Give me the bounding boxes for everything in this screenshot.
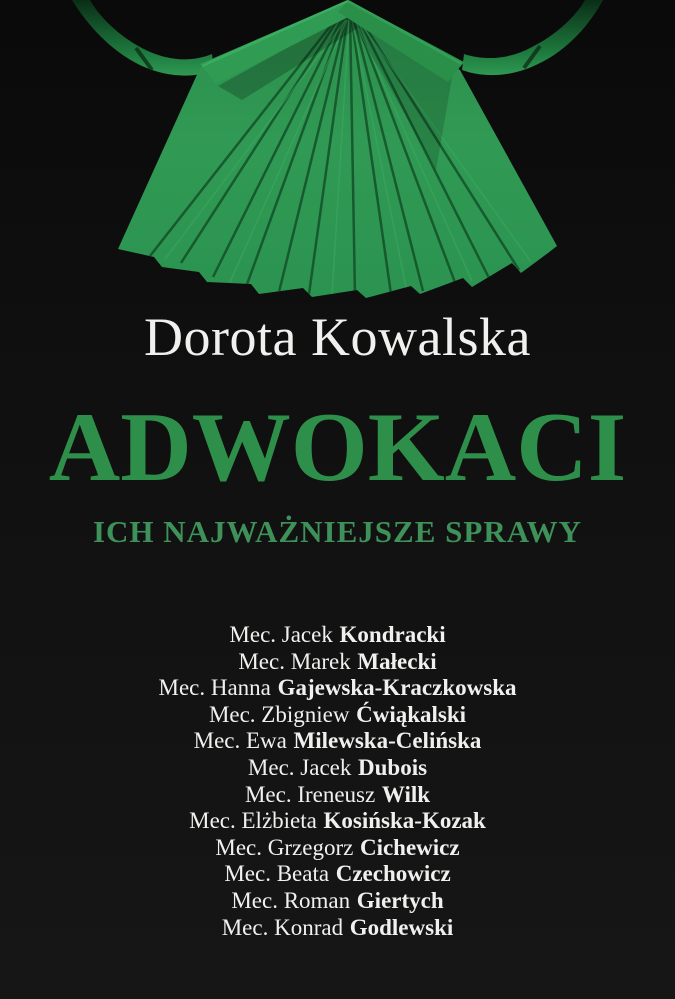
lawyer-name-prefix: Mec. Jacek xyxy=(247,754,352,780)
lawyer-name-prefix: Mec. Grzegorz xyxy=(215,834,354,860)
lawyer-name xyxy=(0,808,675,835)
right-ribbon xyxy=(462,0,603,75)
lawyer-surname: Dubois xyxy=(358,754,428,780)
book-title: ADWOKACI xyxy=(48,393,627,502)
lawyer-name xyxy=(0,649,675,676)
lawyer-name xyxy=(0,622,675,649)
book-subtitle: ICH NAJWAŻNIEJSZE SPRAWY xyxy=(92,514,583,549)
lawyer-name-prefix: Mec. Jacek xyxy=(229,622,333,647)
lawyer-name-prefix: Mec. Marek xyxy=(238,648,351,674)
lawyer-surname: Giertych xyxy=(356,887,444,913)
lawyer-surname: Małecki xyxy=(357,648,437,674)
lawyer-name xyxy=(0,915,675,942)
lawyer-name xyxy=(0,755,675,782)
lawyer-name xyxy=(0,675,675,702)
lawyer-name xyxy=(0,835,675,862)
lawyer-name xyxy=(0,728,675,755)
lawyer-names-list xyxy=(0,622,675,941)
lawyer-name-prefix: Mec. Ireneusz xyxy=(244,781,376,807)
lawyer-name-prefix: Mec. Ewa xyxy=(193,728,287,754)
lawyer-surname: Milewska-Celińska xyxy=(293,728,482,754)
lawyer-surname: Kosińska-Kozak xyxy=(323,808,486,834)
lawyer-name xyxy=(0,888,675,915)
lawyer-surname: Cichewicz xyxy=(359,834,460,860)
lawyer-surname: Czechowicz xyxy=(335,861,451,887)
lawyer-surname: Wilk xyxy=(381,781,431,807)
lawyer-name-prefix: Mec. Beata xyxy=(224,861,330,887)
lawyer-surname: Gajewska-Kraczkowska xyxy=(277,675,517,701)
lawyer-name-prefix: Mec. Zbigniew xyxy=(208,701,350,727)
lawyer-surname: Godlewski xyxy=(349,914,454,940)
jabot-artwork xyxy=(0,0,675,310)
lawyer-name xyxy=(0,861,675,888)
lawyer-name-prefix: Mec. Konrad xyxy=(221,914,344,940)
lawyer-name-prefix: Mec. Elżbieta xyxy=(189,808,317,834)
lawyer-name xyxy=(0,782,675,809)
lawyer-surname: Kondracki xyxy=(339,622,446,647)
author-name: Dorota Kowalska xyxy=(144,307,531,367)
lawyer-name-prefix: Mec. Hanna xyxy=(158,675,271,701)
lawyer-surname: Ćwiąkalski xyxy=(356,701,467,727)
lawyer-name-prefix: Mec. Roman xyxy=(231,887,351,913)
pleated-fan xyxy=(118,2,557,298)
lawyer-name xyxy=(0,702,675,729)
left-ribbon xyxy=(72,0,214,76)
